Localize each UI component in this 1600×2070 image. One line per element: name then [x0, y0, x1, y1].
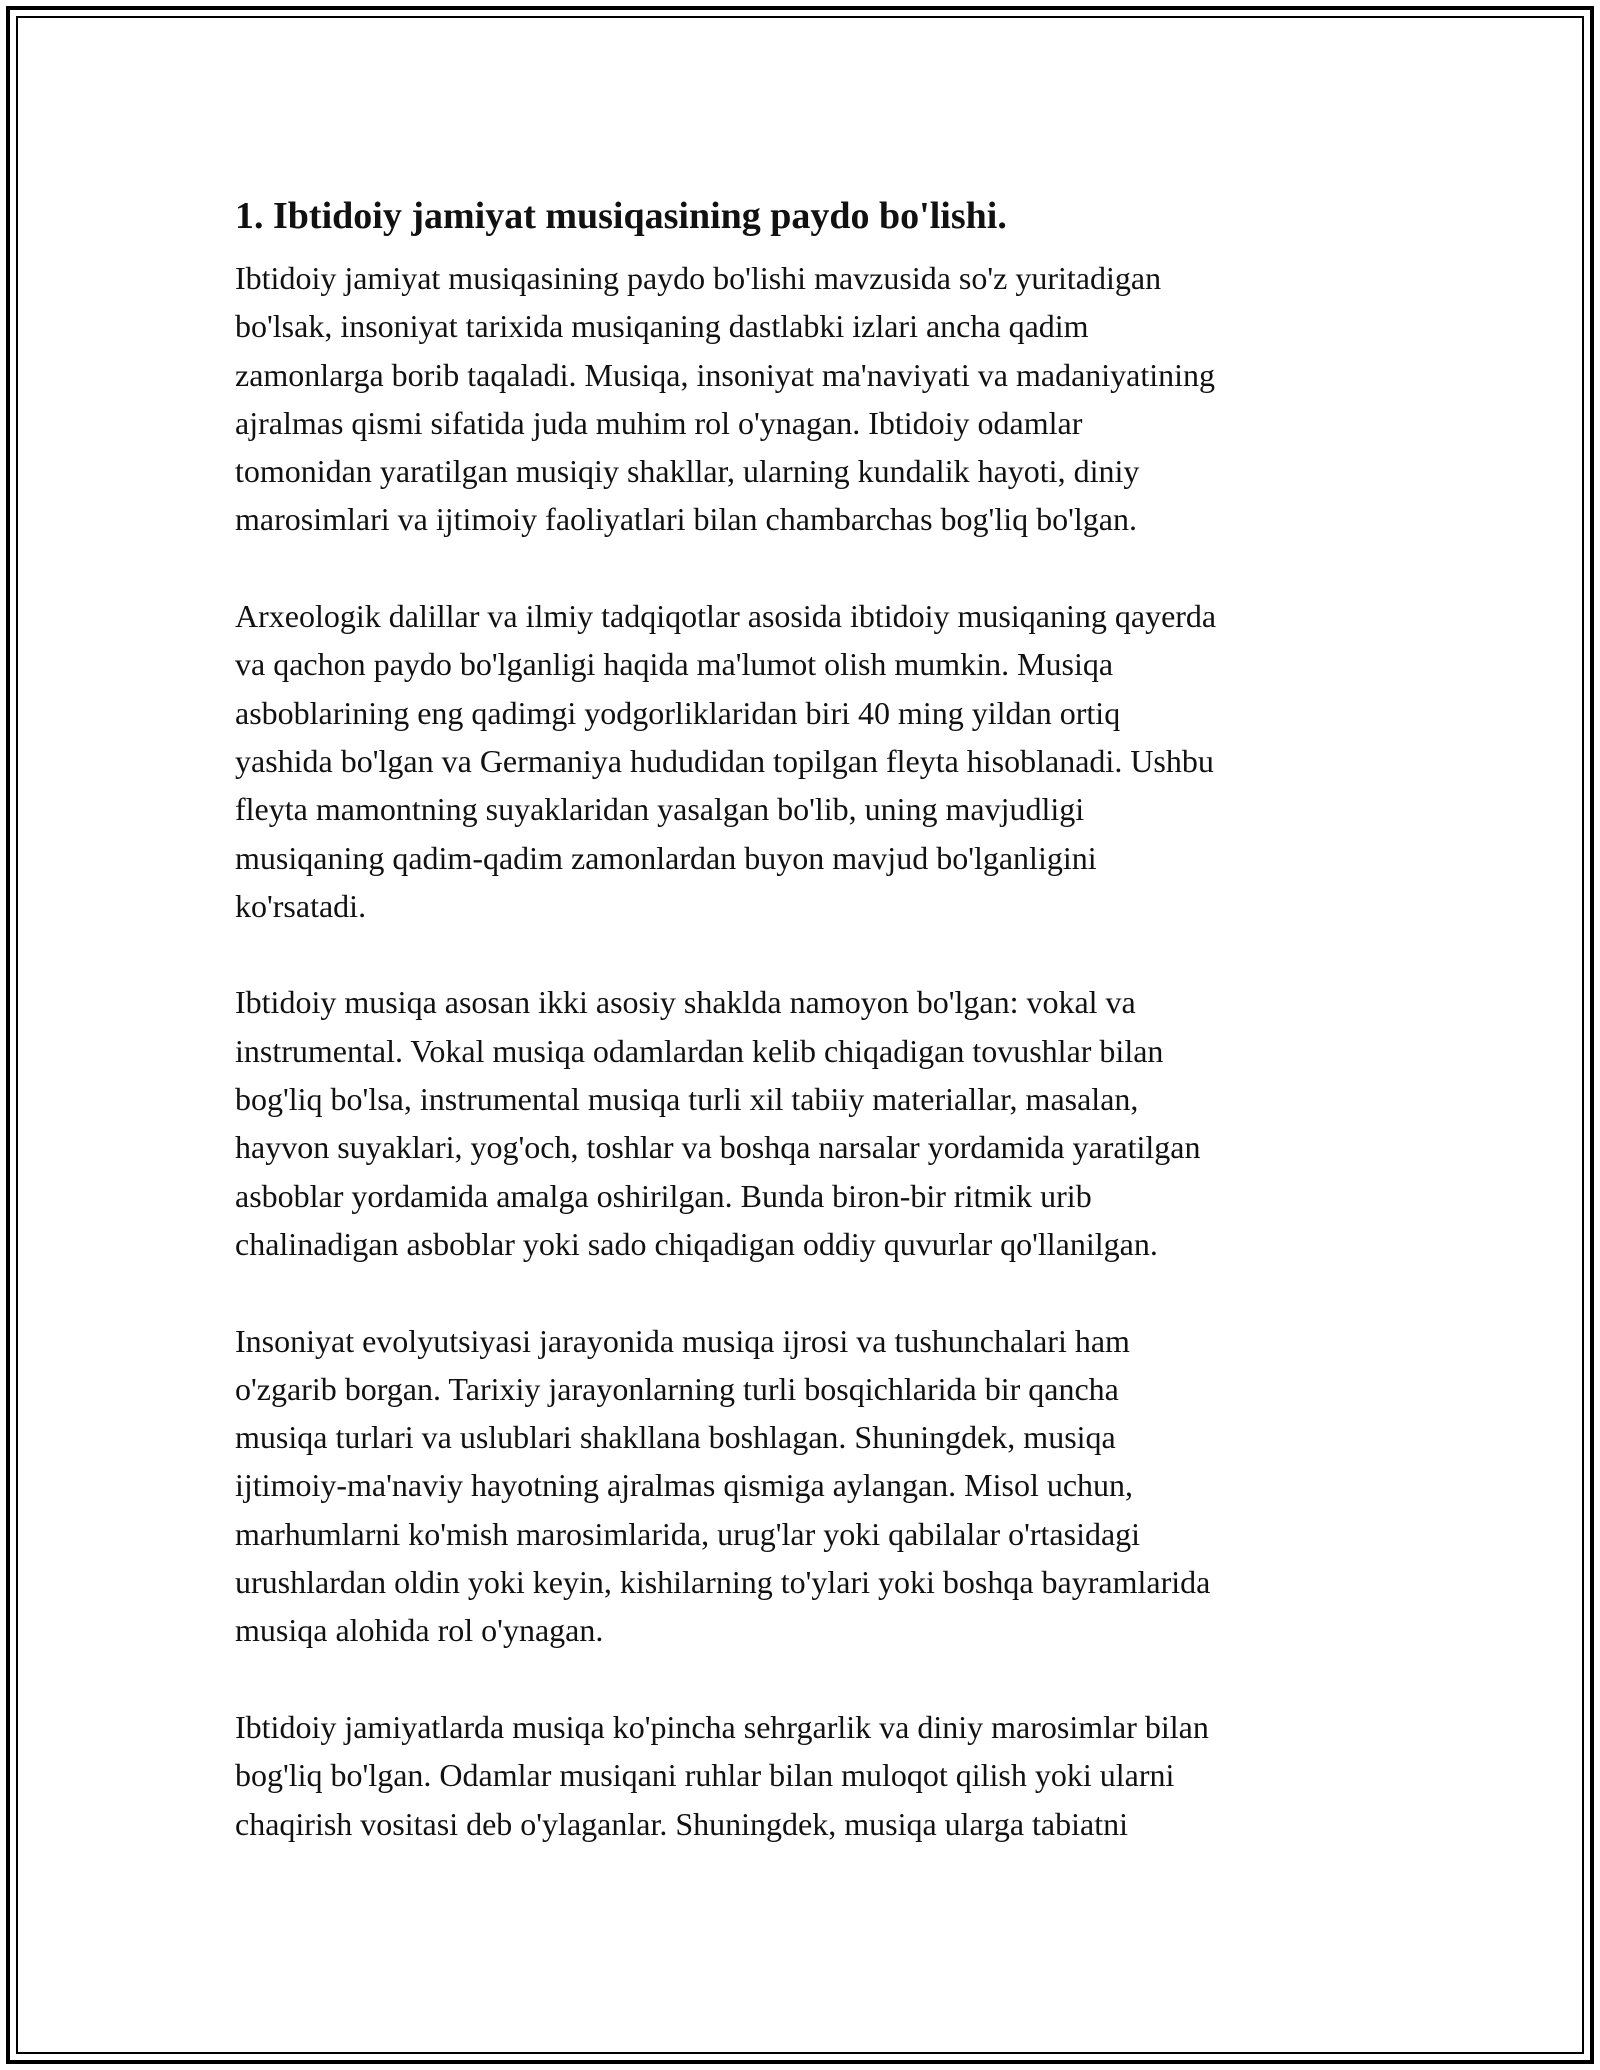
paragraph-line: asboblarining eng qadimgi yodgorliklaridan biri 40 ming yildan ortiq	[235, 694, 1121, 731]
paragraph-line: bog'liq bo'lgan. Odamlar musiqani ruhlar bilan muloqot qilish yoki ularni	[235, 1757, 1175, 1794]
paragraph-line: Ibtidoiy jamiyat musiqasining paydo bo'lishi mavzusida so'z yuritadigan	[235, 260, 1162, 296]
paragraph	[235, 1317, 1365, 1655]
paragraph-line: chalinadigan asboblar yoki sado chiqadigan oddiy quvurlar qo'llanilgan.	[235, 1225, 1158, 1262]
paragraph-line: Ibtidoiy jamiyatlarda musiqa ko'pincha sehrgarlik va diniy marosimlar bilan	[235, 1708, 1209, 1745]
paragraph-line: yashida bo'lgan va Germaniya hududidan topilgan fleyta hisoblanadi. Ushbu	[235, 742, 1214, 779]
document-heading: 1. Ibtidoiy jamiyat musiqasining paydo bo'lishi.	[235, 195, 1007, 237]
paragraph-line: musiqa turlari va uslublari shakllana boshlagan. Shuningdek, musiqa	[235, 1419, 1116, 1456]
paragraph-line: chaqirish vositasi deb o'ylaganlar. Shuningdek, musiqa ularga tabiatni	[235, 1805, 1128, 1842]
paragraph-line: va qachon paydo bo'lganligi haqida ma'lumot olish mumkin. Musiqa	[235, 646, 1114, 683]
document-body	[235, 186, 1365, 1896]
paragraph-line: zamonlarga borib taqaladi. Musiqa, insoniyat ma'naviyati va madaniyatining	[235, 356, 1216, 393]
paragraph-line: musiqaning qadim-qadim zamonlardan buyon mavjud bo'lganligini	[235, 839, 1097, 876]
paragraph-line: Arxeologik dalillar va ilmiy tadqiqotlar asosida ibtidoiy musiqaning qayerda	[235, 598, 1217, 635]
paragraph-line: Insoniyat evolyutsiyasi jarayonida musiqa ijrosi va tushunchalari ham	[235, 1322, 1130, 1359]
paragraph-line: ajralmas qismi sifatida juda muhim rol o'ynagan. Ibtidoiy odamlar	[235, 404, 1083, 441]
paragraph	[235, 978, 1365, 1268]
paragraph-line: hayvon suyaklari, yog'och, toshlar va boshqa narsalar yordamida yaratilgan	[235, 1129, 1201, 1166]
paragraph	[235, 592, 1365, 930]
paragraph-line: bog'liq bo'lsa, instrumental musiqa turli xil tabiiy materiallar, masalan,	[235, 1081, 1139, 1118]
paragraph-line: marhumlarni ko'mish marosimlarida, urug'lar yoki qabilalar o'rtasidagi	[235, 1515, 1141, 1552]
paragraph-line: marosimlari va ijtimoiy faoliyatlari bilan chambarchas bog'liq bo'lgan.	[235, 501, 1137, 538]
paragraph-line: urushlardan oldin yoki keyin, kishilarning to'ylari yoki boshqa bayramlarida	[235, 1564, 1211, 1601]
paragraph-line: musiqa alohida rol o'ynagan.	[235, 1612, 604, 1649]
paragraph	[235, 254, 1365, 544]
paragraph-line: Ibtidoiy musiqa asosan ikki asosiy shaklda namoyon bo'lgan: vokal va	[235, 984, 1136, 1021]
paragraph	[235, 1703, 1365, 1848]
paragraph-line: ko'rsatadi.	[235, 887, 367, 924]
paragraph-line: asboblar yordamida amalga oshirilgan. Bunda biron-bir ritmik urib	[235, 1177, 1092, 1214]
paragraph-line: o'zgarib borgan. Tarixiy jarayonlarning turli bosqichlarida bir qancha	[235, 1370, 1119, 1407]
paragraph-line: ijtimoiy-ma'naviy hayotning ajralmas qismiga aylangan. Misol uchun,	[235, 1467, 1134, 1504]
paragraph-line: instrumental. Vokal musiqa odamlardan kelib chiqadigan tovushlar bilan	[235, 1032, 1164, 1069]
paragraph-line: fleyta mamontning suyaklaridan yasalgan bo'lib, uning mavjudligi	[235, 791, 1085, 828]
paragraph-line: bo'lsak, insoniyat tarixida musiqaning dastlabki izlari ancha qadim	[235, 308, 1089, 345]
paragraph-line: tomonidan yaratilgan musiqiy shakllar, ularning kundalik hayoti, diniy	[235, 453, 1140, 490]
